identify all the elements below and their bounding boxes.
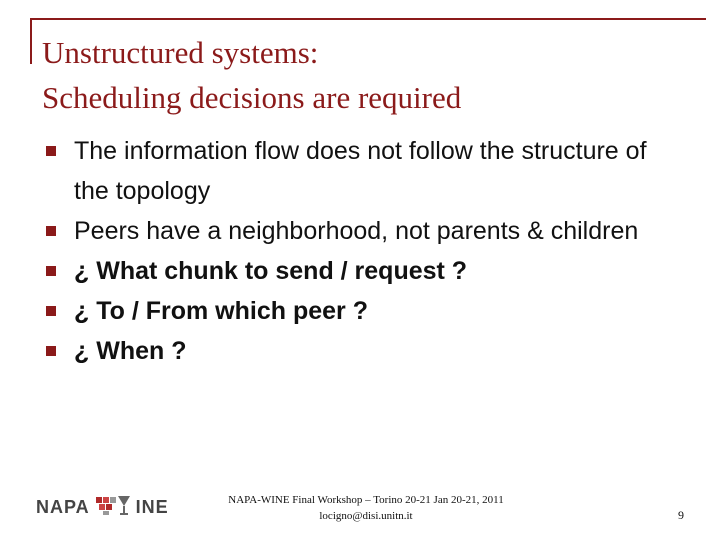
bullet-list xyxy=(44,131,664,371)
footer-credits xyxy=(206,492,526,524)
square-bullet-icon xyxy=(46,226,56,236)
title-frame-left-rule xyxy=(30,18,32,64)
square-bullet-icon xyxy=(46,146,56,156)
bullet-item xyxy=(44,291,664,331)
slide-title-line-1: Unstructured systems: xyxy=(42,35,319,70)
footer-email: locigno@disi.unitn.it xyxy=(319,510,413,522)
square-bullet-icon xyxy=(46,266,56,276)
bullet-text: ¿ To / From which peer ? xyxy=(74,297,368,325)
square-bullet-icon xyxy=(46,346,56,356)
bullet-text: ¿ What chunk to send / request ? xyxy=(74,257,468,285)
logo-text-ine: INE xyxy=(135,496,169,517)
bullet-item xyxy=(44,131,664,211)
bullet-text: The information flow does not follow the structure of the topology xyxy=(74,137,647,205)
bullet-text: Peers have a neighborhood, not parents & children xyxy=(74,217,639,245)
napa-wine-logo xyxy=(36,494,169,520)
wine-glass-logo-icon xyxy=(96,494,130,521)
bullet-item xyxy=(44,251,664,291)
bullet-item xyxy=(44,211,664,251)
slide-title xyxy=(42,30,682,120)
logo-text-napa: NAPA xyxy=(36,496,90,517)
footer-event-line: NAPA-WINE Final Workshop – Torino 20-21 Jan 20-21, 2011 xyxy=(228,494,504,506)
title-frame-top-rule xyxy=(30,18,706,20)
square-bullet-icon xyxy=(46,306,56,316)
bullet-item xyxy=(44,331,664,371)
bullet-text: ¿ When ? xyxy=(74,337,187,365)
slide-title-line-2: Scheduling decisions are required xyxy=(42,80,462,115)
page-number: 9 xyxy=(678,508,684,522)
